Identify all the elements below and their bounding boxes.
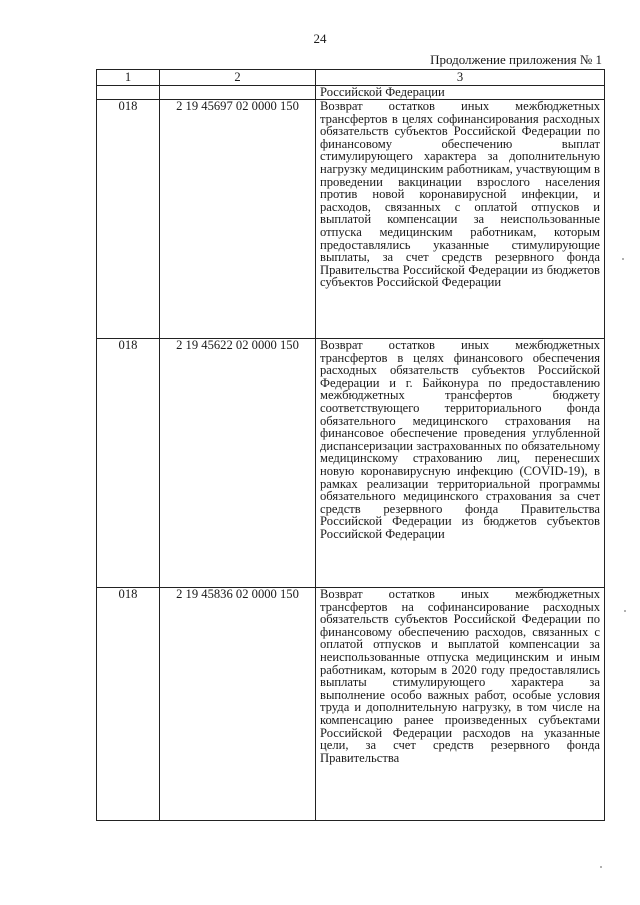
appendix-continuation-label: Продолжение приложения № 1: [430, 52, 602, 67]
revenue-codes-table: [96, 69, 605, 821]
administrator-code: 018: [97, 100, 160, 339]
page-number: 24: [313, 31, 327, 46]
scan-speck: [622, 258, 624, 260]
column-number-row: [97, 70, 605, 86]
table-row: [97, 339, 605, 588]
revenue-description: Возврат остатков иных межбюджетных трансфертов на софинансирование расходных обязательств субъектов Российской Федерации по финансовому обеспечению расходов, связанных с оплатой отпусков и выплатой компенсации за неиспользованные отпуска медицинским и иным работникам, которым в 2020 году предоставлялись выплаты стимулирующего характера за выполнение особо важных работ, особые условия труда и дополнительную нагрузку, в том числе на компенсацию ранее произведенных субъектами Российской Федерации расходов на указанные цели, за счет средств резервного фонда Правительства: [316, 588, 605, 821]
administrator-code: 018: [97, 339, 160, 588]
budget-classification-code: 2 19 45836 02 0000 150: [160, 588, 316, 821]
budget-classification-code: 2 19 45697 02 0000 150: [160, 100, 316, 339]
column-number-1: 1: [97, 70, 160, 86]
column-number-3: 3: [316, 70, 605, 86]
continued-text: Российской Федерации: [316, 86, 605, 100]
scan-speck: [624, 610, 626, 612]
continued-row: [97, 86, 605, 100]
revenue-description: Возврат остатков иных межбюджетных трансфертов в целях финансового обеспечения расходных обязательств субъектов Российской Федерации и г. Байконура по предоставлению межбюджетных трансфертов бюджету соответствующего территориального фонда обязательного медицинского страхования на финансовое обеспечение проведения углубленной диспансеризации застрахованных по обязательному медицинскому страхованию лиц, перенесших новую коронавирусную инфекцию (COVID-19), в рамках реализации территориальной программы обязательного медицинского страхования за счет средств резервного фонда Правительства Российской Федерации из бюджетов субъектов Российской Федерации: [316, 339, 605, 588]
table-row: [97, 100, 605, 339]
administrator-code: 018: [97, 588, 160, 821]
budget-classification-code: 2 19 45622 02 0000 150: [160, 339, 316, 588]
scan-speck: [600, 866, 602, 868]
revenue-description: Возврат остатков иных межбюджетных трансфертов в целях софинансирования расходных обязательств субъектов Российской Федерации по финансовому обеспечению выплат стимулирующего характера за дополнительную нагрузку медицинским работникам, участвующим в проведении вакцинации взрослого населения против новой коронавирусной инфекции, и расходов, связанных с оплатой отпусков и выплатой компенсации за неиспользованные отпуска медицинским работникам, которым предоставлялись указанные стимулирующие выплаты, за счет средств резервного фонда Правительства Российской Федерации из бюджетов субъектов Российской Федерации: [316, 100, 605, 339]
column-number-2: 2: [160, 70, 316, 86]
table-row: [97, 588, 605, 821]
